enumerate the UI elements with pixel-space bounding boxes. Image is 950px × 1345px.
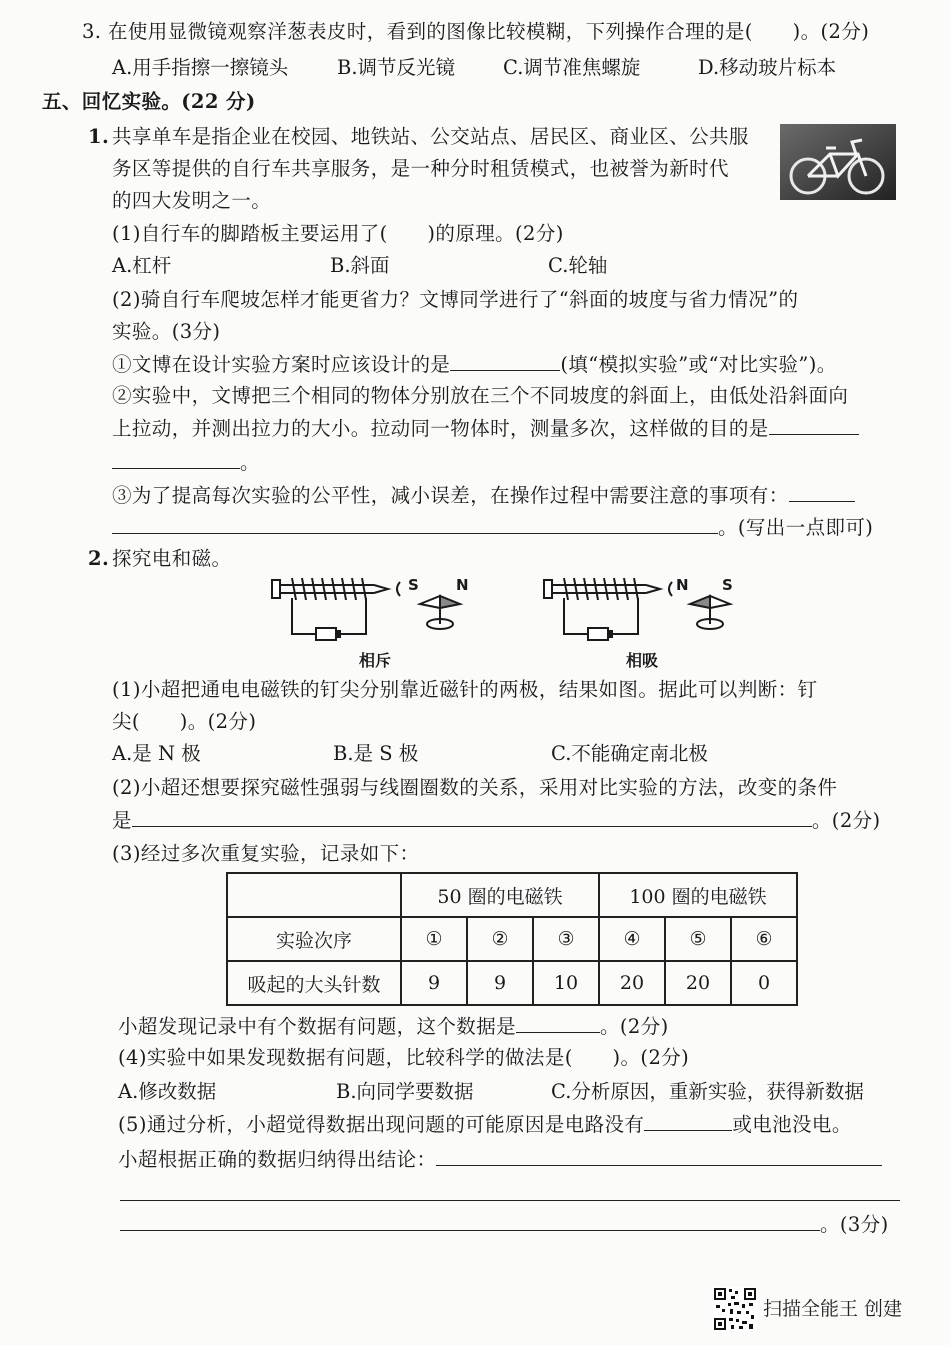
q3-option-b: B.调节反光镜 xyxy=(337,56,456,79)
q3-option-a: A.用手指擦一擦镜头 xyxy=(112,56,289,79)
q1-sub3-blank-a[interactable] xyxy=(789,481,855,502)
q3-option-c: C.调节准焦螺旋 xyxy=(503,56,641,79)
table-cell: 20 xyxy=(599,961,665,1005)
q2-part1-option-a: A.是 N 极 xyxy=(112,742,201,765)
q2-part2-prefix: 是 xyxy=(112,809,132,832)
repel-label: 相斥 xyxy=(359,651,392,670)
table-row xyxy=(227,873,797,917)
q1-part2-line1: (2)骑自行车爬坡怎样才能更省力？文博同学进行了“斜面的坡度与省力情况”的 xyxy=(112,288,799,311)
q2-conclusion-text: 小超根据正确的数据归纳得出结论： xyxy=(118,1148,437,1171)
q1-sub1 xyxy=(112,350,837,379)
q1-part1-option-b: B.斜面 xyxy=(330,254,390,277)
q1-sub2-blank-b[interactable] xyxy=(112,448,240,469)
q1-intro-line2: 务区等提供的自行车共享服务，是一种分时租赁模式，也被誉为新时代 xyxy=(112,157,729,180)
q2-part5-blank[interactable] xyxy=(644,1110,732,1131)
q1-sub2-line1: ②实验中，文博把三个相同的物体分别放在三个不同坡度的斜面上，由低处沿斜面向 xyxy=(112,384,849,407)
q1-sub3-line1 xyxy=(112,481,855,510)
q1-sub2-text: 上拉动，并测出拉力的大小。拉动同一物体时，测量多次，这样做的目的是 xyxy=(112,417,769,440)
q1-sub3-line2 xyxy=(112,513,873,542)
table-cell: 9 xyxy=(467,961,533,1005)
q2-part4-option-c: C.分析原因，重新实验，获得新数据 xyxy=(551,1080,864,1103)
record-table xyxy=(226,872,798,1006)
q2-part2-line1: (2)小超还想要探究磁性强弱与线圈圈数的关系，采用对比实验的方法，改变的条件 xyxy=(112,776,838,799)
attract-pole-n: N xyxy=(676,576,689,594)
q2-part3: (3)经过多次重复实验，记录如下： xyxy=(112,842,420,865)
electromagnet-diagram-repel xyxy=(270,574,480,646)
q2-part5-line xyxy=(118,1110,852,1139)
q1-part1-option-a: A.杠杆 xyxy=(112,254,172,277)
q2-conclusion-blank-b[interactable] xyxy=(120,1200,900,1201)
table-row xyxy=(227,961,797,1005)
repel-pole-n: N xyxy=(456,576,469,594)
q2-part2-blank[interactable] xyxy=(132,806,812,827)
q3-option-d: D.移动玻片标本 xyxy=(698,56,837,79)
table-cell: ① xyxy=(401,917,467,961)
q2-part1-option-b: B.是 S 极 xyxy=(333,742,419,765)
table-row xyxy=(227,917,797,961)
table-cell: ② xyxy=(467,917,533,961)
q2-conclusion-blank-c[interactable] xyxy=(120,1210,820,1231)
table-cell: 10 xyxy=(533,961,599,1005)
qr-code-icon xyxy=(713,1287,757,1331)
table-cell: 0 xyxy=(731,961,797,1005)
q1-intro-line3: 的四大发明之一。 xyxy=(112,189,272,212)
table-head-50: 50 圈的电磁铁 xyxy=(401,873,599,917)
q1-sub1-hint: (填“模拟实验”或“对比实验”)。 xyxy=(560,353,837,376)
table-cell: 9 xyxy=(401,961,467,1005)
q1-part1-option-c: C.轮轴 xyxy=(548,254,608,277)
q2-part5-end: 或电池没电。 xyxy=(732,1113,852,1136)
q2-find-end: 。(2分) xyxy=(600,1015,669,1038)
table-corner-cell xyxy=(227,873,401,917)
q2-part1-option-c: C.不能确定南北极 xyxy=(551,742,708,765)
q2-part4-option-a: A.修改数据 xyxy=(118,1080,217,1103)
scanner-watermark: 扫描全能王 创建 xyxy=(763,1298,903,1320)
q1-sub2-blank-a[interactable] xyxy=(769,414,859,435)
q2-find-line xyxy=(118,1012,669,1041)
table-head-100: 100 圈的电磁铁 xyxy=(599,873,797,917)
section-title: 五、回忆实验。(22 分) xyxy=(42,90,256,113)
table-row1-label: 实验次序 xyxy=(227,917,401,961)
q3-stem: 3. 在使用显微镜观察洋葱表皮时，看到的图像比较模糊，下列操作合理的是( )。(2分) xyxy=(82,20,870,43)
q2-conclusion-end: 。(3分) xyxy=(820,1213,889,1236)
q2-conclusion-end-line xyxy=(120,1210,889,1239)
q1-sub2-line3 xyxy=(112,448,260,477)
q1-part2-line2: 实验。(3分) xyxy=(112,320,221,343)
table-cell: ⑥ xyxy=(731,917,797,961)
q2-part2-end: 。(2分) xyxy=(811,809,881,832)
q2-part1-line1: (1)小超把通电电磁铁的钉尖分别靠近磁针的两极，结果如图。据此可以判断：钉 xyxy=(112,678,818,701)
q2-part4: (4)实验中如果发现数据有问题，比较科学的做法是( )。(2分) xyxy=(118,1046,690,1069)
q2-part1-line2: 尖( )。(2分) xyxy=(112,710,257,733)
q2-part2-line2 xyxy=(112,806,881,835)
electromagnet-diagram-attract xyxy=(542,574,752,646)
table-row2-label: 吸起的大头针数 xyxy=(227,961,401,1005)
table-cell: ⑤ xyxy=(665,917,731,961)
q1-sub3-blank-b[interactable] xyxy=(112,513,718,534)
q1-sub2-end: 。 xyxy=(240,451,260,474)
attract-pole-s: S xyxy=(722,576,733,594)
q1-sub1-blank[interactable] xyxy=(450,350,560,371)
q1-sub3-text: ③为了提高每次实验的公平性，减小误差，在操作过程中需要注意的事项有： xyxy=(112,484,789,507)
attract-label: 相吸 xyxy=(626,651,659,670)
q2-title: 探究电和磁。 xyxy=(112,547,232,570)
q2-number: 2. xyxy=(88,547,110,570)
q2-conclusion-line xyxy=(118,1145,882,1174)
q2-part5-text: (5)通过分析，小超觉得数据出现问题的可能原因是电路没有 xyxy=(118,1113,645,1136)
repel-pole-s: S xyxy=(408,576,419,594)
q2-find-text: 小超发现记录中有个数据有问题，这个数据是 xyxy=(118,1015,517,1038)
q2-part4-option-b: B.向同学要数据 xyxy=(336,1080,474,1103)
q1-intro-line1: 共享单车是指企业在校园、地铁站、公交站点、居民区、商业区、公共服 xyxy=(112,125,749,148)
q1-sub3-end: 。(写出一点即可) xyxy=(718,516,874,539)
q1-sub2-line2 xyxy=(112,414,859,443)
table-cell: ③ xyxy=(533,917,599,961)
table-cell: 20 xyxy=(665,961,731,1005)
q1-sub1-text: ①文博在设计实验方案时应该设计的是 xyxy=(112,353,451,376)
bicycle-photo xyxy=(780,124,896,200)
q2-find-blank[interactable] xyxy=(516,1012,600,1033)
q1-part1: (1)自行车的脚踏板主要运用了( )的原理。(2分) xyxy=(112,222,564,245)
table-cell: ④ xyxy=(599,917,665,961)
q2-conclusion-blank-a[interactable] xyxy=(436,1145,882,1166)
q1-number: 1. xyxy=(88,125,110,148)
